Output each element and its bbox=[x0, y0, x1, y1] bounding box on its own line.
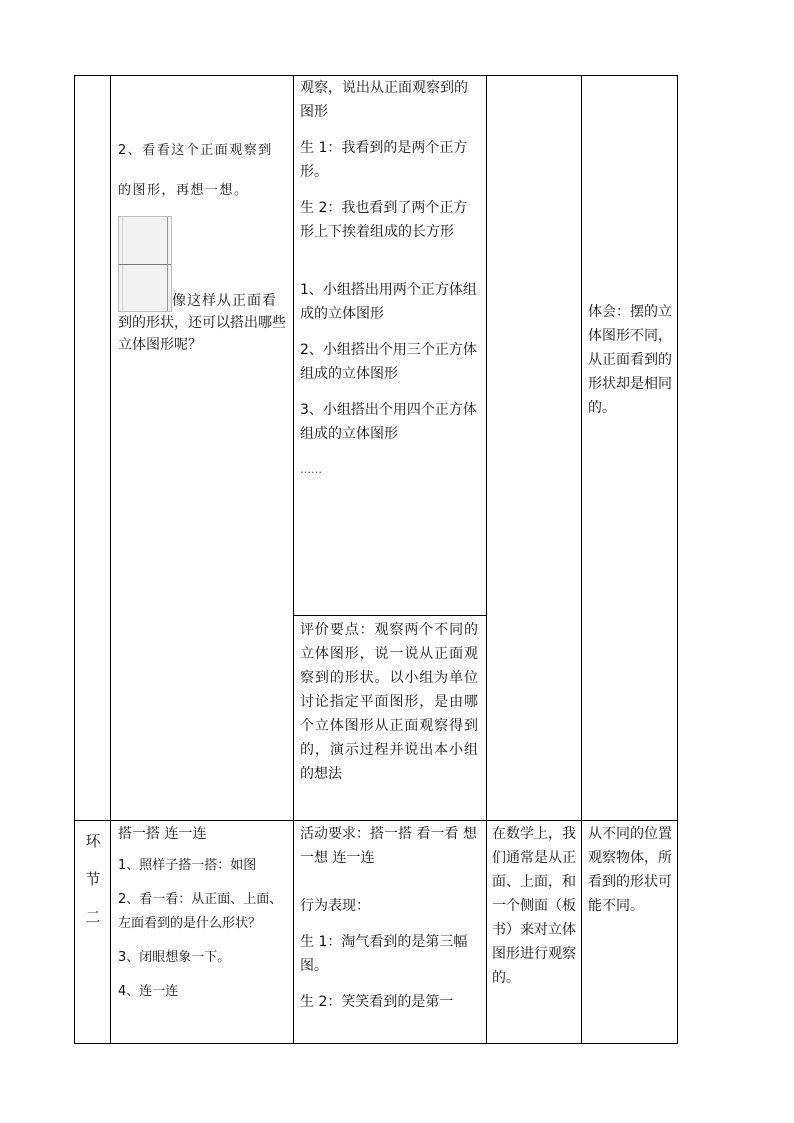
activity-requirements: 活动要求：搭一搭 看一看 想一想 连一连 bbox=[300, 826, 477, 866]
table-divider-4 bbox=[581, 75, 582, 1044]
section-divider bbox=[74, 820, 678, 821]
teacher-explanation: 在数学上，我们通常是从正面、上面，和一个侧面（板书）来对立体图形进行观察的。 bbox=[492, 826, 576, 986]
group-task-2: 2、小组搭出个用三个正方体组成的立体图形 bbox=[300, 342, 477, 382]
section2-reflection-text: 从不同的位置观察物体，所看到的形状可能不同。 bbox=[588, 826, 672, 914]
reflection-text: 体会：摆的立体图形不同，从正面看到的形状却是相同的。 bbox=[588, 304, 672, 416]
table-border-right bbox=[677, 75, 678, 1044]
table-border-bottom bbox=[74, 1043, 678, 1044]
two-squares-figure bbox=[118, 216, 172, 312]
ellipsis-text: …… bbox=[300, 463, 322, 476]
activity-line-3: 像这样从正面看 bbox=[172, 293, 277, 309]
table-border-left bbox=[74, 75, 75, 1044]
section-label-cell bbox=[76, 822, 110, 936]
student-1-answer: 生 1：我看到的是两个正方形。 bbox=[300, 140, 468, 180]
activity-line-5: 立体图形呢？ bbox=[118, 337, 202, 353]
section2-title: 搭一搭 连一连 bbox=[118, 826, 207, 842]
activity-line-4: 到的形状，还可以搭出哪些 bbox=[118, 315, 286, 331]
group-task-3: 3、小组搭出个用四个正方体组成的立体图形 bbox=[300, 402, 477, 442]
table-divider-2 bbox=[293, 75, 294, 1044]
section1-student-cell bbox=[300, 76, 480, 482]
evaluation-text: 评价要点：观察两个不同的立体图形，说一说从正面观察到的形状。以小组为单位讨论指定平面图形，是由哪个立体图形从正面观察得到的，演示过程并说出本小组的想法 bbox=[300, 622, 478, 782]
activity-line-1: 2、看看这个正面观察到 bbox=[118, 143, 273, 158]
student-observe-text: 观察，说出从正面观察到的图形 bbox=[300, 80, 468, 120]
section1-reflection-cell bbox=[588, 300, 676, 420]
section2-student-2: 生 2：笑笑看到的是第一 bbox=[300, 994, 454, 1010]
table-divider-3 bbox=[486, 75, 487, 1044]
student-2-answer: 生 2：我也看到了两个正方形上下挨着组成的长方形 bbox=[300, 200, 468, 240]
activity-line-2: 的图形，再想一想。 bbox=[118, 183, 249, 198]
section2-step-3: 3、闭眼想象一下。 bbox=[118, 950, 231, 965]
section2-student-cell bbox=[300, 822, 480, 1014]
inner-cell-divider bbox=[293, 615, 487, 616]
section-label-char-3: 二 bbox=[85, 908, 101, 926]
table-divider-1 bbox=[110, 75, 111, 1044]
section2-step-2: 2、看一看：从正面、上面、左面看到的是什么形状？ bbox=[118, 892, 283, 931]
section2-teacher-cell bbox=[492, 822, 578, 990]
section-label-char-1: 环 bbox=[85, 832, 101, 850]
evaluation-cell bbox=[300, 618, 478, 786]
section-label-char-2: 节 bbox=[85, 870, 101, 888]
behavior-label: 行为表现： bbox=[300, 898, 370, 914]
section1-activity-cell bbox=[118, 136, 290, 356]
section2-student-1: 生 1：淘气看到的是第三幅图。 bbox=[300, 934, 468, 974]
section2-reflection-cell bbox=[588, 822, 676, 918]
section2-step-4: 4、连一连 bbox=[118, 984, 179, 999]
section2-activity-cell bbox=[118, 822, 290, 1004]
group-task-1: 1、小组搭出用两个正方体组成的立体图形 bbox=[300, 282, 477, 322]
section2-step-1: 1、照样子搭一搭：如图 bbox=[118, 858, 257, 873]
